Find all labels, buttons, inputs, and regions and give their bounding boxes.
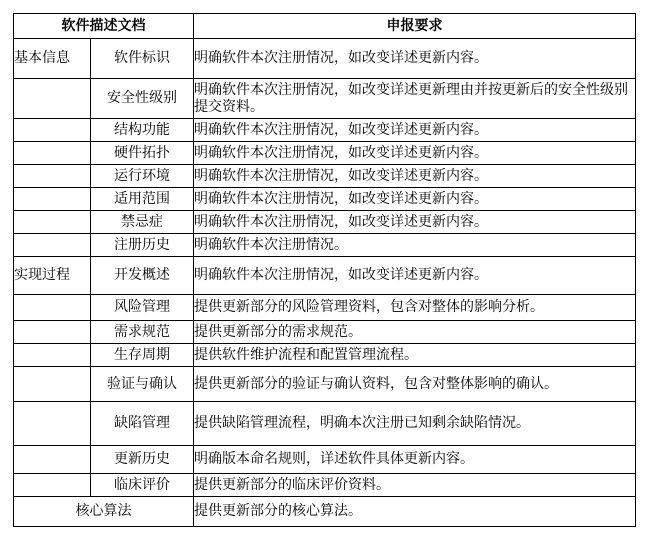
category-blank bbox=[14, 446, 91, 474]
table-row bbox=[14, 402, 636, 446]
requirement-text: 明确软件本次注册情况，如改变详述更新内容。 bbox=[194, 211, 636, 234]
category-blank bbox=[14, 211, 91, 234]
header-doc: 软件描述文档 bbox=[14, 14, 194, 39]
category-blank bbox=[14, 79, 91, 119]
table-row bbox=[14, 234, 636, 257]
requirement-text: 提供软件维护流程和配置管理流程。 bbox=[194, 344, 636, 367]
item-label: 软件标识 bbox=[91, 39, 194, 79]
requirement-text: 明确软件本次注册情况，如改变详述更新内容。 bbox=[194, 119, 636, 142]
category-blank bbox=[14, 367, 91, 402]
item-label: 验证与确认 bbox=[91, 367, 194, 402]
category-blank bbox=[14, 402, 91, 446]
category-blank bbox=[14, 142, 91, 165]
item-label: 结构功能 bbox=[91, 119, 194, 142]
requirement-text: 提供更新部分的临床评价资料。 bbox=[194, 474, 636, 497]
category-blank bbox=[14, 321, 91, 344]
requirement-text: 明确软件本次注册情况，如改变详述更新内容。 bbox=[194, 39, 636, 79]
item-label-core: 核心算法 bbox=[14, 497, 194, 527]
table-row bbox=[14, 119, 636, 142]
requirement-text: 提供更新部分的验证与确认资料，包含对整体影响的确认。 bbox=[194, 367, 636, 402]
table-row bbox=[14, 446, 636, 474]
category-blank bbox=[14, 344, 91, 367]
item-label: 适用范围 bbox=[91, 188, 194, 211]
table-row bbox=[14, 367, 636, 402]
table-row bbox=[14, 497, 636, 527]
requirement-text: 明确软件本次注册情况，如改变详述更新内容。 bbox=[194, 165, 636, 188]
table-row bbox=[14, 257, 636, 295]
item-label: 注册历史 bbox=[91, 234, 194, 257]
header-req: 申报要求 bbox=[194, 14, 636, 39]
item-label: 运行环境 bbox=[91, 165, 194, 188]
item-label: 需求规范 bbox=[91, 321, 194, 344]
requirement-text: 提供缺陷管理流程，明确本次注册已知剩余缺陷情况。 bbox=[194, 402, 636, 446]
item-label: 更新历史 bbox=[91, 446, 194, 474]
table-row bbox=[14, 165, 636, 188]
table-row bbox=[14, 142, 636, 165]
requirement-text: 明确软件本次注册情况，如改变详述更新内容。 bbox=[194, 142, 636, 165]
table-row bbox=[14, 474, 636, 497]
table-row bbox=[14, 79, 636, 119]
table-row bbox=[14, 39, 636, 79]
item-label: 禁忌症 bbox=[91, 211, 194, 234]
table-row bbox=[14, 344, 636, 367]
item-label: 安全性级别 bbox=[91, 79, 194, 119]
requirement-text: 提供更新部分的风险管理资料，包含对整体的影响分析。 bbox=[194, 295, 636, 321]
requirement-text: 明确软件本次注册情况。 bbox=[194, 234, 636, 257]
requirement-text: 提供更新部分的需求规范。 bbox=[194, 321, 636, 344]
requirement-text: 明确软件本次注册情况，如改变详述更新内容。 bbox=[194, 257, 636, 295]
item-label: 临床评价 bbox=[91, 474, 194, 497]
table-header-row bbox=[14, 14, 636, 39]
category-basic: 基本信息 bbox=[14, 39, 91, 79]
item-label: 开发概述 bbox=[91, 257, 194, 295]
requirement-text: 提供更新部分的核心算法。 bbox=[194, 497, 636, 527]
requirement-text: 明确版本命名规则，详述软件具体更新内容。 bbox=[194, 446, 636, 474]
item-label: 缺陷管理 bbox=[91, 402, 194, 446]
item-label: 生存周期 bbox=[91, 344, 194, 367]
category-blank bbox=[14, 234, 91, 257]
table-row bbox=[14, 295, 636, 321]
requirements-table bbox=[13, 13, 636, 527]
table-row bbox=[14, 321, 636, 344]
item-label: 风险管理 bbox=[91, 295, 194, 321]
requirement-text: 明确软件本次注册情况，如改变详述更新内容。 bbox=[194, 188, 636, 211]
category-impl: 实现过程 bbox=[14, 257, 91, 295]
category-blank bbox=[14, 119, 91, 142]
table-row bbox=[14, 188, 636, 211]
item-label: 硬件拓扑 bbox=[91, 142, 194, 165]
requirement-text: 明确软件本次注册情况，如改变详述更新理由并按更新后的安全性级别提交资料。 bbox=[194, 79, 636, 119]
category-blank bbox=[14, 295, 91, 321]
category-blank bbox=[14, 165, 91, 188]
category-blank bbox=[14, 188, 91, 211]
table-row bbox=[14, 211, 636, 234]
category-blank bbox=[14, 474, 91, 497]
